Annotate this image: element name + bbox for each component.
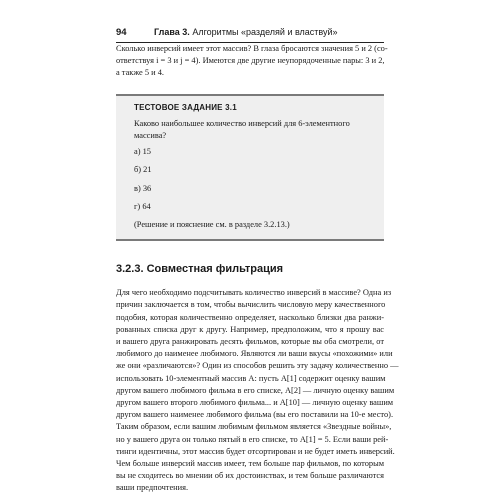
paragraph-line: использовать 10-элементный массив A: пусть A[1] содержит оценку вашим [116,373,386,383]
paragraph-line: другом вашего любимого фильма в его списке, A[2] — личную оценку вашим [116,385,395,395]
chapter-label: Глава 3. [154,27,190,37]
paragraph-line: же они «различаются»? Один из способов решить эту задачу количественно — [116,361,399,371]
intro-line: Сколько инверсий имеет этот массив? В глаза бросаются значения 5 и 2 (со- [116,44,388,53]
paragraph-line: рованных списка друг к другу. Например, предположим, что я прошу вас [116,324,384,334]
page-number: 94 [116,27,127,38]
answer-option-c: в) 36 [134,183,152,193]
intro-paragraph [116,43,388,80]
paragraph-line: любимого до наименее любимого. Являются ли ваши вкусы «похожими» или [116,349,393,359]
paragraph-line: Для чего необходимо подсчитывать количество инверсий в массиве? Одна из [116,288,392,298]
paragraph-line: вы не сходитесь во мнении об их достоинствах, и тем больше различаются [116,471,384,481]
answer-option-d: г) 64 [134,201,151,211]
intro-line: а также 5 и 4. [116,68,164,78]
paragraph-line: тинги идентичны, этот массив будет отсортирован и не будет иметь инверсий. [116,446,395,456]
test-title: ТЕСТОВОЕ ЗАДАНИЕ 3.1 [134,102,237,112]
paragraph-line: но у вашего друга он только пятый в его списке, то A[1] = 5. Если ваши рей- [116,434,389,444]
book-page [116,24,399,495]
intro-line: ответствуя i = 3 и j = 4). Имеются две другие неупорядоченные пары: 3 и 2, [116,56,385,66]
paragraph-line: Чем больше инверсий массив имеет, тем больше пар фильмов, по которым [116,459,384,469]
running-header [116,24,384,40]
paragraph-line: и вашего друга ранжировать десять фильмов, которые вы оба смотрели, от [116,337,384,347]
chapter-heading [154,27,338,37]
paragraph-line: Таким образом, если вашим любимым фильмом является «Звездные войны», [116,422,392,432]
paragraph-line: причин заключается в том, чтобы вычислить числовую меру качественного [116,300,386,310]
answer-option-a: а) 15 [134,147,151,157]
paragraph-line: другом вашего второго любимого фильма... и A[10] — личную оценку вашим [116,398,394,408]
test-question-line: Каково наибольшее количество инверсий для 6-элементного [134,118,350,128]
test-question-line: массива? [134,131,167,141]
paragraph-line: другом вашего наименее любимого фильма (вы его поставили на 10-е место). [116,410,394,420]
test-assignment-box [116,94,384,242]
section-heading: 3.2.3. Совместная фильтрация [116,263,284,276]
solution-reference: (Решение и пояснение см. в разделе 3.2.13.) [134,220,290,230]
answer-option-b: б) 21 [134,165,152,175]
paragraph-line: подобия, которая количественно определяет, насколько близки два ранжи- [116,312,384,322]
paragraph-line: ваши предпочтения. [116,483,189,493]
section-paragraph [116,287,399,494]
chapter-title: Алгоритмы «разделяй и властвуй» [192,27,338,37]
test-question [134,118,366,142]
